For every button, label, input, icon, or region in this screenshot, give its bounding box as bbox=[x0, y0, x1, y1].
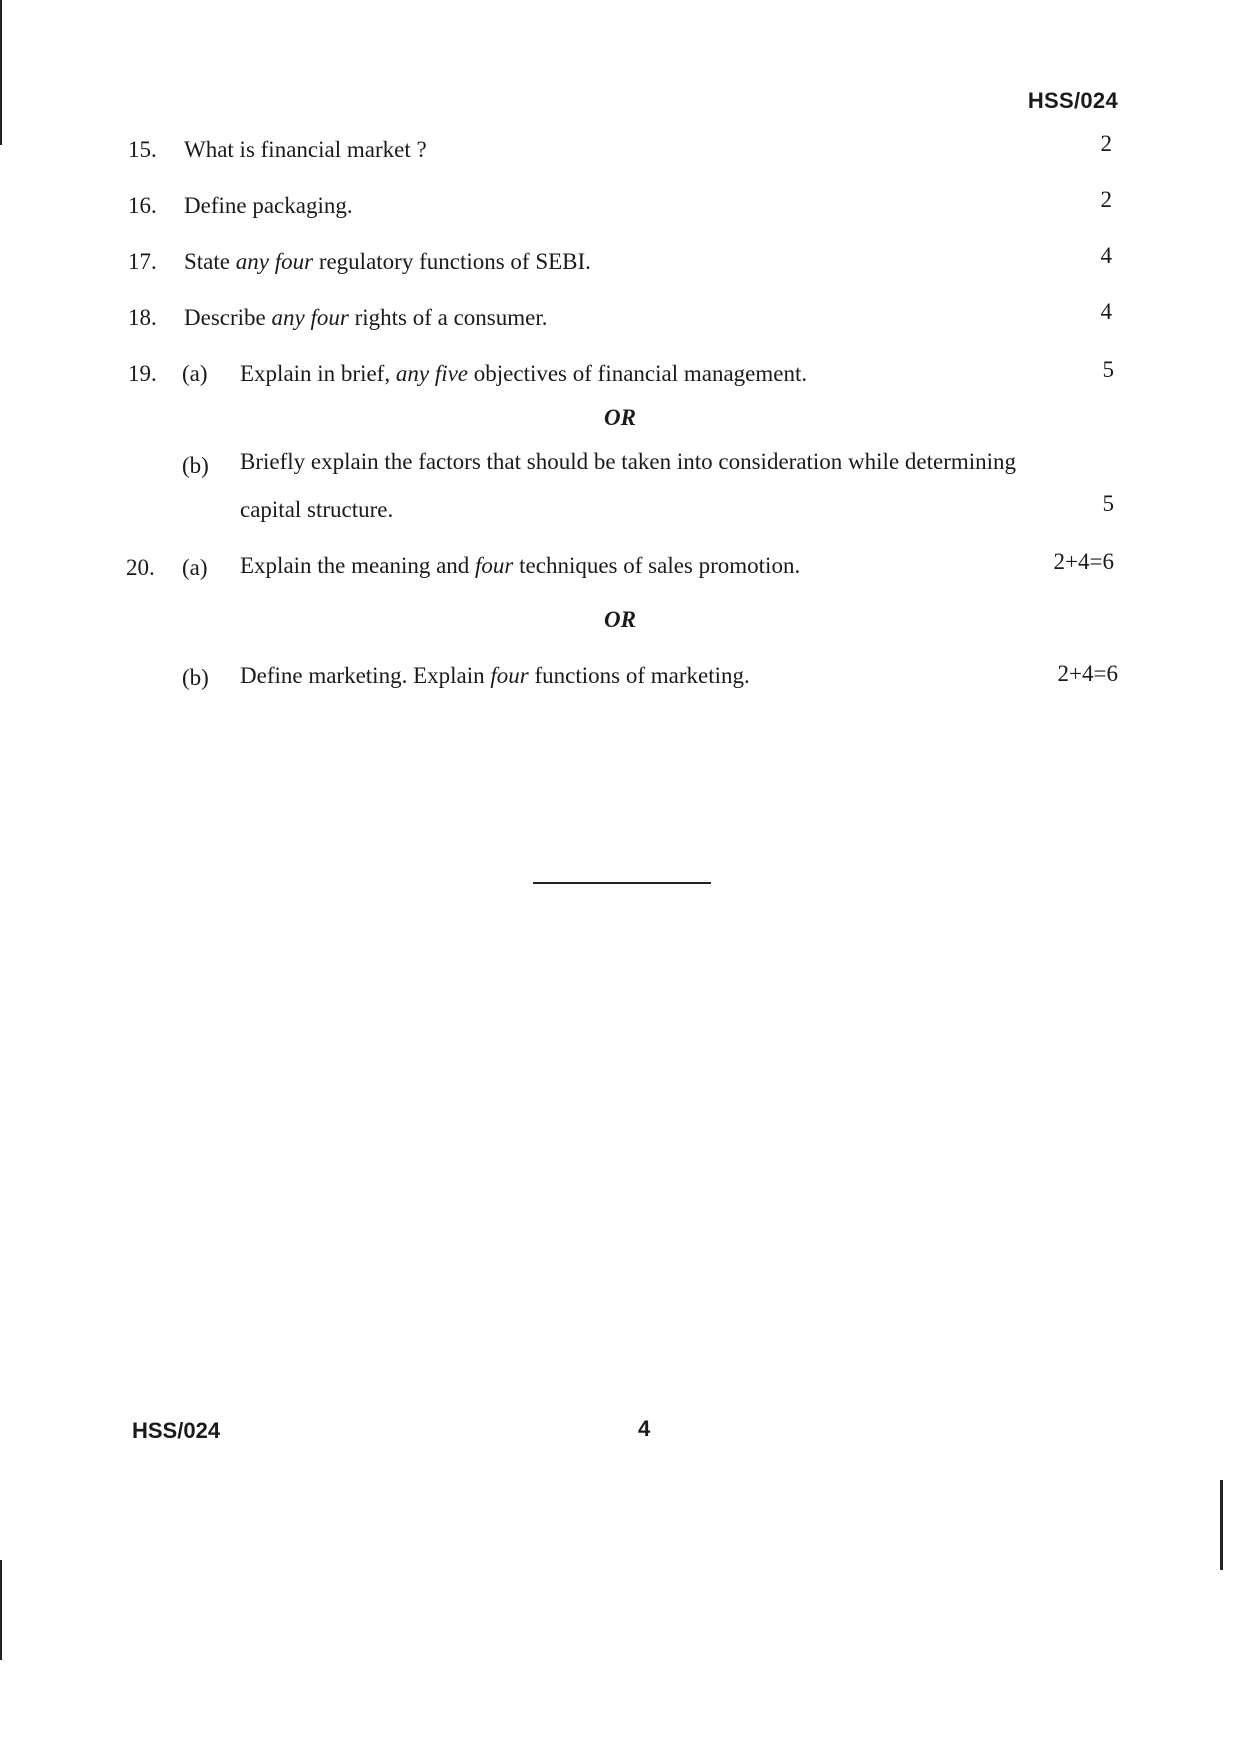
q20a-text-emphasis: four bbox=[475, 553, 514, 578]
q20b-text-emphasis: four bbox=[490, 663, 529, 688]
q17-number: 17. bbox=[128, 249, 157, 274]
footer-paper-code: HSS/024 bbox=[132, 1418, 221, 1443]
scan-mark-right bbox=[1220, 1480, 1223, 1570]
q18-text-post: rights of a consumer. bbox=[348, 305, 548, 330]
q19a-text-pre: Explain in brief, bbox=[240, 361, 396, 386]
q16-marks: 2 bbox=[1100, 187, 1112, 212]
q19-number: 19. bbox=[128, 361, 157, 386]
q15-text: What is financial market ? bbox=[184, 137, 427, 162]
q20-or-divider: OR bbox=[604, 607, 636, 632]
q20a-text bbox=[240, 552, 800, 580]
q15-marks: 2 bbox=[1100, 131, 1112, 156]
q19a-text-emphasis: any five bbox=[395, 361, 469, 386]
q19b-text-line1: Briefly explain the factors that should be taken into consideration while determining bbox=[240, 449, 1017, 474]
q19b-label: (b) bbox=[182, 453, 209, 478]
header-paper-code: HSS/024 bbox=[1027, 88, 1118, 113]
q15-number: 15. bbox=[128, 137, 157, 162]
q20b-text bbox=[240, 662, 750, 690]
q20-number: 20. bbox=[126, 555, 155, 580]
q19a-marks: 5 bbox=[1102, 357, 1114, 382]
q17-text-pre: State bbox=[184, 249, 236, 274]
q18-text-emphasis: any four bbox=[271, 305, 349, 330]
q17-text-post: regulatory functions of SEBI. bbox=[313, 249, 591, 274]
q18-marks: 4 bbox=[1100, 299, 1112, 324]
q20a-text-post: techniques of sales promotion. bbox=[513, 553, 801, 578]
end-of-paper-rule bbox=[533, 882, 711, 884]
q16-number: 16. bbox=[128, 193, 157, 218]
q20a-text-pre: Explain the meaning and bbox=[240, 553, 476, 578]
q18-number: 18. bbox=[128, 305, 157, 330]
q18-text bbox=[184, 304, 547, 332]
page-number: 4 bbox=[638, 1416, 651, 1441]
q17-text bbox=[184, 248, 591, 276]
q20a-label: (a) bbox=[182, 555, 208, 580]
q20b-text-post: functions of marketing. bbox=[528, 663, 750, 688]
q19a-label: (a) bbox=[182, 361, 208, 386]
q20b-text-pre: Define marketing. Explain bbox=[240, 663, 491, 688]
q20b-label: (b) bbox=[182, 665, 209, 690]
q16-text: Define packaging. bbox=[184, 193, 353, 218]
scan-edge-bottom bbox=[0, 1560, 2, 1660]
q20a-marks: 2+4=6 bbox=[1053, 549, 1114, 574]
q19b-text-line2: capital structure. bbox=[240, 497, 394, 522]
q19-or-divider: OR bbox=[604, 405, 636, 430]
q20b-marks: 2+4=6 bbox=[1057, 661, 1118, 686]
q17-text-emphasis: any four bbox=[235, 249, 314, 274]
q18-text-pre: Describe bbox=[184, 305, 272, 330]
q19b-marks: 5 bbox=[1102, 491, 1114, 516]
q17-marks: 4 bbox=[1100, 243, 1112, 268]
q19a-text-post: objectives of financial management. bbox=[468, 361, 808, 386]
q19a-text bbox=[240, 360, 807, 388]
scan-edge-top bbox=[0, 0, 2, 145]
